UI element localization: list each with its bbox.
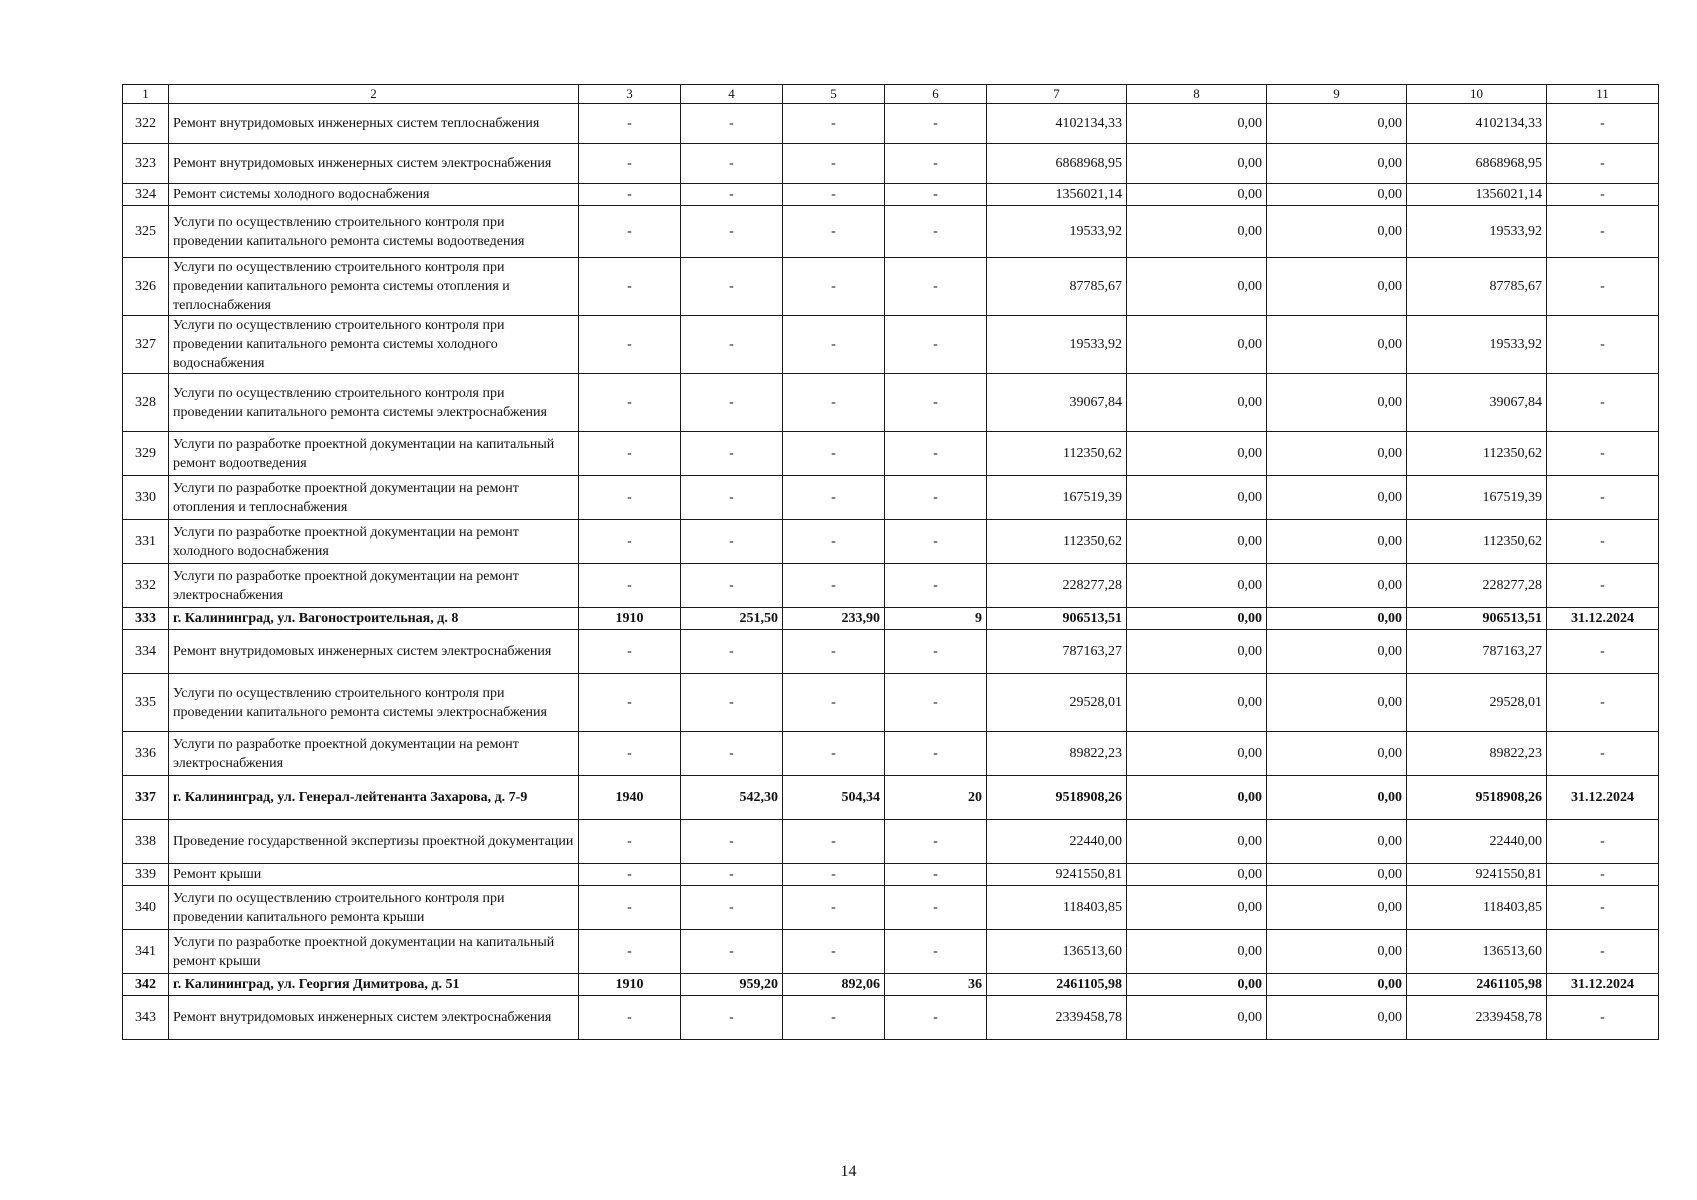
- cell-col-6: -: [885, 674, 987, 732]
- cell-col-10: 87785,67: [1407, 258, 1547, 316]
- column-header: 5: [783, 85, 885, 104]
- cell-col-9: 0,00: [1267, 316, 1407, 374]
- cell-col-6: -: [885, 258, 987, 316]
- cell-col-10: 19533,92: [1407, 206, 1547, 258]
- cell-col-7: 906513,51: [987, 608, 1127, 630]
- table-row: [123, 630, 1659, 674]
- cell-col-4: -: [681, 184, 783, 206]
- cell-col-8: 0,00: [1127, 820, 1267, 864]
- cell-col-7: 2339458,78: [987, 996, 1127, 1040]
- item-description: Ремонт внутридомовых инженерных систем электроснабжения: [169, 996, 579, 1040]
- cell-col-8: 0,00: [1127, 258, 1267, 316]
- cell-col-3: -: [579, 258, 681, 316]
- item-description: Услуги по осуществлению строительного контроля при проведении капитального ремонта системы электроснабжения: [169, 374, 579, 432]
- cell-col-7: 6868968,95: [987, 144, 1127, 184]
- column-number-row: [123, 85, 1659, 104]
- cell-col-7: 228277,28: [987, 564, 1127, 608]
- cell-col-5: 504,34: [783, 776, 885, 820]
- item-description: Ремонт крыши: [169, 864, 579, 886]
- cell-col-11: -: [1547, 144, 1659, 184]
- column-header: 9: [1267, 85, 1407, 104]
- row-number: 326: [123, 258, 169, 316]
- cell-col-6: -: [885, 864, 987, 886]
- cell-col-4: -: [681, 206, 783, 258]
- cell-col-6: -: [885, 144, 987, 184]
- cell-col-3: -: [579, 184, 681, 206]
- column-header: 10: [1407, 85, 1547, 104]
- item-description: Услуги по осуществлению строительного контроля при проведении капитального ремонта системы отопления и теплоснабжения: [169, 258, 579, 316]
- table-row: [123, 316, 1659, 374]
- cell-col-11: -: [1547, 184, 1659, 206]
- table-row: [123, 258, 1659, 316]
- item-description: Услуги по разработке проектной документации на капитальный ремонт крыши: [169, 930, 579, 974]
- cell-col-4: 251,50: [681, 608, 783, 630]
- cell-col-8: 0,00: [1127, 930, 1267, 974]
- table-row: [123, 432, 1659, 476]
- cell-col-9: 0,00: [1267, 564, 1407, 608]
- cell-col-3: -: [579, 864, 681, 886]
- item-description: Услуги по разработке проектной документации на капитальный ремонт водоотведения: [169, 432, 579, 476]
- column-header: 11: [1547, 85, 1659, 104]
- cell-col-5: -: [783, 206, 885, 258]
- cell-col-8: 0,00: [1127, 630, 1267, 674]
- cell-col-7: 787163,27: [987, 630, 1127, 674]
- row-number: 342: [123, 974, 169, 996]
- cell-col-10: 118403,85: [1407, 886, 1547, 930]
- cell-col-10: 6868968,95: [1407, 144, 1547, 184]
- row-number: 322: [123, 104, 169, 144]
- cell-col-7: 89822,23: [987, 732, 1127, 776]
- table-row: [123, 374, 1659, 432]
- cell-col-9: 0,00: [1267, 206, 1407, 258]
- cell-col-4: -: [681, 564, 783, 608]
- cell-col-4: -: [681, 996, 783, 1040]
- cell-col-3: -: [579, 374, 681, 432]
- cell-col-4: -: [681, 476, 783, 520]
- item-description: Услуги по разработке проектной документации на ремонт электроснабжения: [169, 564, 579, 608]
- cell-col-3: -: [579, 630, 681, 674]
- row-number: 338: [123, 820, 169, 864]
- item-description: г. Калининград, ул. Вагоностроительная, д. 8: [169, 608, 579, 630]
- cell-col-8: 0,00: [1127, 732, 1267, 776]
- cell-col-10: 4102134,33: [1407, 104, 1547, 144]
- cell-col-11: 31.12.2024: [1547, 974, 1659, 996]
- cell-col-7: 4102134,33: [987, 104, 1127, 144]
- cell-col-8: 0,00: [1127, 864, 1267, 886]
- cell-col-11: -: [1547, 674, 1659, 732]
- cell-col-3: -: [579, 732, 681, 776]
- item-description: Услуги по разработке проектной документации на ремонт отопления и теплоснабжения: [169, 476, 579, 520]
- cell-col-10: 2461105,98: [1407, 974, 1547, 996]
- cell-col-3: 1910: [579, 974, 681, 996]
- cell-col-6: -: [885, 104, 987, 144]
- row-number: 336: [123, 732, 169, 776]
- row-number: 323: [123, 144, 169, 184]
- cell-col-10: 112350,62: [1407, 520, 1547, 564]
- item-description: Проведение государственной экспертизы проектной документации: [169, 820, 579, 864]
- table-row: [123, 476, 1659, 520]
- cell-col-9: 0,00: [1267, 732, 1407, 776]
- cell-col-11: -: [1547, 864, 1659, 886]
- cell-col-9: 0,00: [1267, 432, 1407, 476]
- cell-col-4: -: [681, 520, 783, 564]
- cell-col-11: 31.12.2024: [1547, 776, 1659, 820]
- table-row: [123, 206, 1659, 258]
- cell-col-6: -: [885, 520, 987, 564]
- item-description: Услуги по осуществлению строительного контроля при проведении капитального ремонта системы электроснабжения: [169, 674, 579, 732]
- cell-col-5: -: [783, 630, 885, 674]
- cell-col-3: 1940: [579, 776, 681, 820]
- cell-col-11: -: [1547, 258, 1659, 316]
- row-number: 324: [123, 184, 169, 206]
- row-number: 329: [123, 432, 169, 476]
- column-header: 3: [579, 85, 681, 104]
- cell-col-3: -: [579, 144, 681, 184]
- column-header: 1: [123, 85, 169, 104]
- cell-col-4: -: [681, 316, 783, 374]
- row-number: 332: [123, 564, 169, 608]
- cell-col-4: -: [681, 432, 783, 476]
- cell-col-6: -: [885, 820, 987, 864]
- row-number: 327: [123, 316, 169, 374]
- table-row: [123, 886, 1659, 930]
- cell-col-9: 0,00: [1267, 476, 1407, 520]
- cell-col-8: 0,00: [1127, 974, 1267, 996]
- cell-col-5: -: [783, 886, 885, 930]
- cell-col-9: 0,00: [1267, 820, 1407, 864]
- cell-col-5: -: [783, 732, 885, 776]
- column-header: 7: [987, 85, 1127, 104]
- cell-col-10: 167519,39: [1407, 476, 1547, 520]
- row-number: 341: [123, 930, 169, 974]
- cell-col-7: 118403,85: [987, 886, 1127, 930]
- cell-col-11: -: [1547, 206, 1659, 258]
- item-description: Услуги по разработке проектной документации на ремонт электроснабжения: [169, 732, 579, 776]
- cell-col-9: 0,00: [1267, 608, 1407, 630]
- cell-col-10: 787163,27: [1407, 630, 1547, 674]
- column-header: 8: [1127, 85, 1267, 104]
- cell-col-5: -: [783, 258, 885, 316]
- table-row: [123, 144, 1659, 184]
- cell-col-4: -: [681, 930, 783, 974]
- cell-col-3: -: [579, 206, 681, 258]
- cell-col-10: 19533,92: [1407, 316, 1547, 374]
- cell-col-5: -: [783, 144, 885, 184]
- cell-col-7: 2461105,98: [987, 974, 1127, 996]
- row-number: 331: [123, 520, 169, 564]
- cell-col-8: 0,00: [1127, 608, 1267, 630]
- cell-col-11: -: [1547, 996, 1659, 1040]
- cell-col-7: 22440,00: [987, 820, 1127, 864]
- cell-col-3: -: [579, 564, 681, 608]
- cell-col-9: 0,00: [1267, 996, 1407, 1040]
- cell-col-9: 0,00: [1267, 258, 1407, 316]
- cell-col-7: 29528,01: [987, 674, 1127, 732]
- cell-col-8: 0,00: [1127, 316, 1267, 374]
- cell-col-5: -: [783, 374, 885, 432]
- cell-col-6: -: [885, 316, 987, 374]
- row-number: 328: [123, 374, 169, 432]
- page-number: 14: [840, 1163, 857, 1180]
- cell-col-5: 233,90: [783, 608, 885, 630]
- cell-col-10: 89822,23: [1407, 732, 1547, 776]
- cell-col-6: -: [885, 432, 987, 476]
- cell-col-11: -: [1547, 104, 1659, 144]
- cell-col-11: 31.12.2024: [1547, 608, 1659, 630]
- cell-col-9: 0,00: [1267, 864, 1407, 886]
- cell-col-11: -: [1547, 630, 1659, 674]
- cell-col-9: 0,00: [1267, 776, 1407, 820]
- cell-col-4: -: [681, 732, 783, 776]
- cell-col-7: 167519,39: [987, 476, 1127, 520]
- cell-col-4: -: [681, 144, 783, 184]
- cell-col-8: 0,00: [1127, 184, 1267, 206]
- cell-col-3: -: [579, 930, 681, 974]
- address-row: [123, 974, 1659, 996]
- item-description: Ремонт внутридомовых инженерных систем электроснабжения: [169, 144, 579, 184]
- row-number: 334: [123, 630, 169, 674]
- cell-col-10: 29528,01: [1407, 674, 1547, 732]
- cell-col-8: 0,00: [1127, 996, 1267, 1040]
- cell-col-5: -: [783, 184, 885, 206]
- cell-col-4: -: [681, 258, 783, 316]
- cell-col-6: 36: [885, 974, 987, 996]
- row-number: 335: [123, 674, 169, 732]
- table-row: [123, 674, 1659, 732]
- cell-col-8: 0,00: [1127, 476, 1267, 520]
- cell-col-8: 0,00: [1127, 564, 1267, 608]
- cell-col-9: 0,00: [1267, 674, 1407, 732]
- cell-col-5: -: [783, 432, 885, 476]
- cell-col-6: -: [885, 184, 987, 206]
- cell-col-7: 19533,92: [987, 316, 1127, 374]
- cell-col-7: 112350,62: [987, 520, 1127, 564]
- table-row: [123, 564, 1659, 608]
- cell-col-5: 892,06: [783, 974, 885, 996]
- cell-col-10: 2339458,78: [1407, 996, 1547, 1040]
- cell-col-9: 0,00: [1267, 184, 1407, 206]
- table-row: [123, 732, 1659, 776]
- cell-col-5: -: [783, 316, 885, 374]
- cell-col-11: -: [1547, 432, 1659, 476]
- cell-col-7: 87785,67: [987, 258, 1127, 316]
- cell-col-10: 228277,28: [1407, 564, 1547, 608]
- row-number: 333: [123, 608, 169, 630]
- item-description: Ремонт внутридомовых инженерных систем теплоснабжения: [169, 104, 579, 144]
- cell-col-3: -: [579, 886, 681, 930]
- cell-col-9: 0,00: [1267, 520, 1407, 564]
- cell-col-8: 0,00: [1127, 206, 1267, 258]
- cell-col-6: -: [885, 476, 987, 520]
- row-number: 343: [123, 996, 169, 1040]
- cell-col-6: -: [885, 206, 987, 258]
- cell-col-6: -: [885, 564, 987, 608]
- cell-col-8: 0,00: [1127, 520, 1267, 564]
- column-header: 2: [169, 85, 579, 104]
- table-row: [123, 520, 1659, 564]
- cell-col-5: -: [783, 104, 885, 144]
- row-number: 330: [123, 476, 169, 520]
- cell-col-3: -: [579, 432, 681, 476]
- cell-col-9: 0,00: [1267, 974, 1407, 996]
- table-body: [123, 104, 1659, 1040]
- cell-col-10: 1356021,14: [1407, 184, 1547, 206]
- cell-col-9: 0,00: [1267, 930, 1407, 974]
- cell-col-7: 136513,60: [987, 930, 1127, 974]
- cell-col-5: -: [783, 564, 885, 608]
- table-row: [123, 820, 1659, 864]
- cell-col-9: 0,00: [1267, 104, 1407, 144]
- cell-col-4: 542,30: [681, 776, 783, 820]
- cell-col-11: -: [1547, 316, 1659, 374]
- item-description: Услуги по осуществлению строительного контроля при проведении капитального ремонта системы водоотведения: [169, 206, 579, 258]
- table-row: [123, 184, 1659, 206]
- row-number: 337: [123, 776, 169, 820]
- cell-col-3: -: [579, 476, 681, 520]
- cell-col-7: 9241550,81: [987, 864, 1127, 886]
- cell-col-8: 0,00: [1127, 776, 1267, 820]
- table-row: [123, 930, 1659, 974]
- cell-col-11: -: [1547, 886, 1659, 930]
- item-description: г. Калининград, ул. Георгия Димитрова, д. 51: [169, 974, 579, 996]
- address-row: [123, 776, 1659, 820]
- cell-col-6: -: [885, 886, 987, 930]
- cell-col-5: -: [783, 476, 885, 520]
- cell-col-4: -: [681, 820, 783, 864]
- cell-col-9: 0,00: [1267, 374, 1407, 432]
- cell-col-8: 0,00: [1127, 674, 1267, 732]
- cell-col-6: -: [885, 732, 987, 776]
- cell-col-8: 0,00: [1127, 374, 1267, 432]
- cell-col-7: 9518908,26: [987, 776, 1127, 820]
- cell-col-4: 959,20: [681, 974, 783, 996]
- cell-col-10: 136513,60: [1407, 930, 1547, 974]
- item-description: Ремонт системы холодного водоснабжения: [169, 184, 579, 206]
- cell-col-11: -: [1547, 564, 1659, 608]
- table-row: [123, 864, 1659, 886]
- cell-col-3: -: [579, 674, 681, 732]
- item-description: Услуги по разработке проектной документации на ремонт холодного водоснабжения: [169, 520, 579, 564]
- cell-col-7: 39067,84: [987, 374, 1127, 432]
- cell-col-9: 0,00: [1267, 886, 1407, 930]
- cell-col-10: 9518908,26: [1407, 776, 1547, 820]
- cell-col-8: 0,00: [1127, 144, 1267, 184]
- address-row: [123, 608, 1659, 630]
- row-number: 325: [123, 206, 169, 258]
- cell-col-6: -: [885, 930, 987, 974]
- cell-col-4: -: [681, 374, 783, 432]
- cell-col-6: 20: [885, 776, 987, 820]
- cell-col-10: 112350,62: [1407, 432, 1547, 476]
- cell-col-5: -: [783, 520, 885, 564]
- cell-col-3: -: [579, 820, 681, 864]
- item-description: г. Калининград, ул. Генерал-лейтенанта Захарова, д. 7-9: [169, 776, 579, 820]
- cell-col-8: 0,00: [1127, 886, 1267, 930]
- cell-col-7: 19533,92: [987, 206, 1127, 258]
- cell-col-3: -: [579, 316, 681, 374]
- cell-col-9: 0,00: [1267, 144, 1407, 184]
- cell-col-4: -: [681, 630, 783, 674]
- cell-col-6: -: [885, 996, 987, 1040]
- cell-col-4: -: [681, 864, 783, 886]
- cell-col-8: 0,00: [1127, 432, 1267, 476]
- cell-col-5: -: [783, 930, 885, 974]
- cell-col-10: 39067,84: [1407, 374, 1547, 432]
- cell-col-10: 22440,00: [1407, 820, 1547, 864]
- cell-col-11: -: [1547, 732, 1659, 776]
- item-description: Ремонт внутридомовых инженерных систем электроснабжения: [169, 630, 579, 674]
- cell-col-3: -: [579, 996, 681, 1040]
- cell-col-6: -: [885, 630, 987, 674]
- cell-col-4: -: [681, 104, 783, 144]
- cell-col-7: 112350,62: [987, 432, 1127, 476]
- cell-col-3: -: [579, 104, 681, 144]
- column-header: 4: [681, 85, 783, 104]
- cell-col-4: -: [681, 886, 783, 930]
- repair-program-table: [122, 84, 1659, 1040]
- row-number: 339: [123, 864, 169, 886]
- table-row: [123, 104, 1659, 144]
- cell-col-10: 9241550,81: [1407, 864, 1547, 886]
- row-number: 340: [123, 886, 169, 930]
- cell-col-11: -: [1547, 820, 1659, 864]
- cell-col-10: 906513,51: [1407, 608, 1547, 630]
- item-description: Услуги по осуществлению строительного контроля при проведении капитального ремонта системы холодного водоснабжения: [169, 316, 579, 374]
- cell-col-4: -: [681, 674, 783, 732]
- document-sheet: [122, 84, 1658, 1040]
- cell-col-6: 9: [885, 608, 987, 630]
- cell-col-7: 1356021,14: [987, 184, 1127, 206]
- cell-col-9: 0,00: [1267, 630, 1407, 674]
- cell-col-11: -: [1547, 476, 1659, 520]
- cell-col-3: -: [579, 520, 681, 564]
- item-description: Услуги по осуществлению строительного контроля при проведении капитального ремонта крыши: [169, 886, 579, 930]
- cell-col-3: 1910: [579, 608, 681, 630]
- cell-col-11: -: [1547, 930, 1659, 974]
- cell-col-8: 0,00: [1127, 104, 1267, 144]
- cell-col-5: -: [783, 674, 885, 732]
- cell-col-5: -: [783, 864, 885, 886]
- cell-col-5: -: [783, 820, 885, 864]
- cell-col-6: -: [885, 374, 987, 432]
- cell-col-11: -: [1547, 374, 1659, 432]
- cell-col-5: -: [783, 996, 885, 1040]
- cell-col-11: -: [1547, 520, 1659, 564]
- column-header: 6: [885, 85, 987, 104]
- table-row: [123, 996, 1659, 1040]
